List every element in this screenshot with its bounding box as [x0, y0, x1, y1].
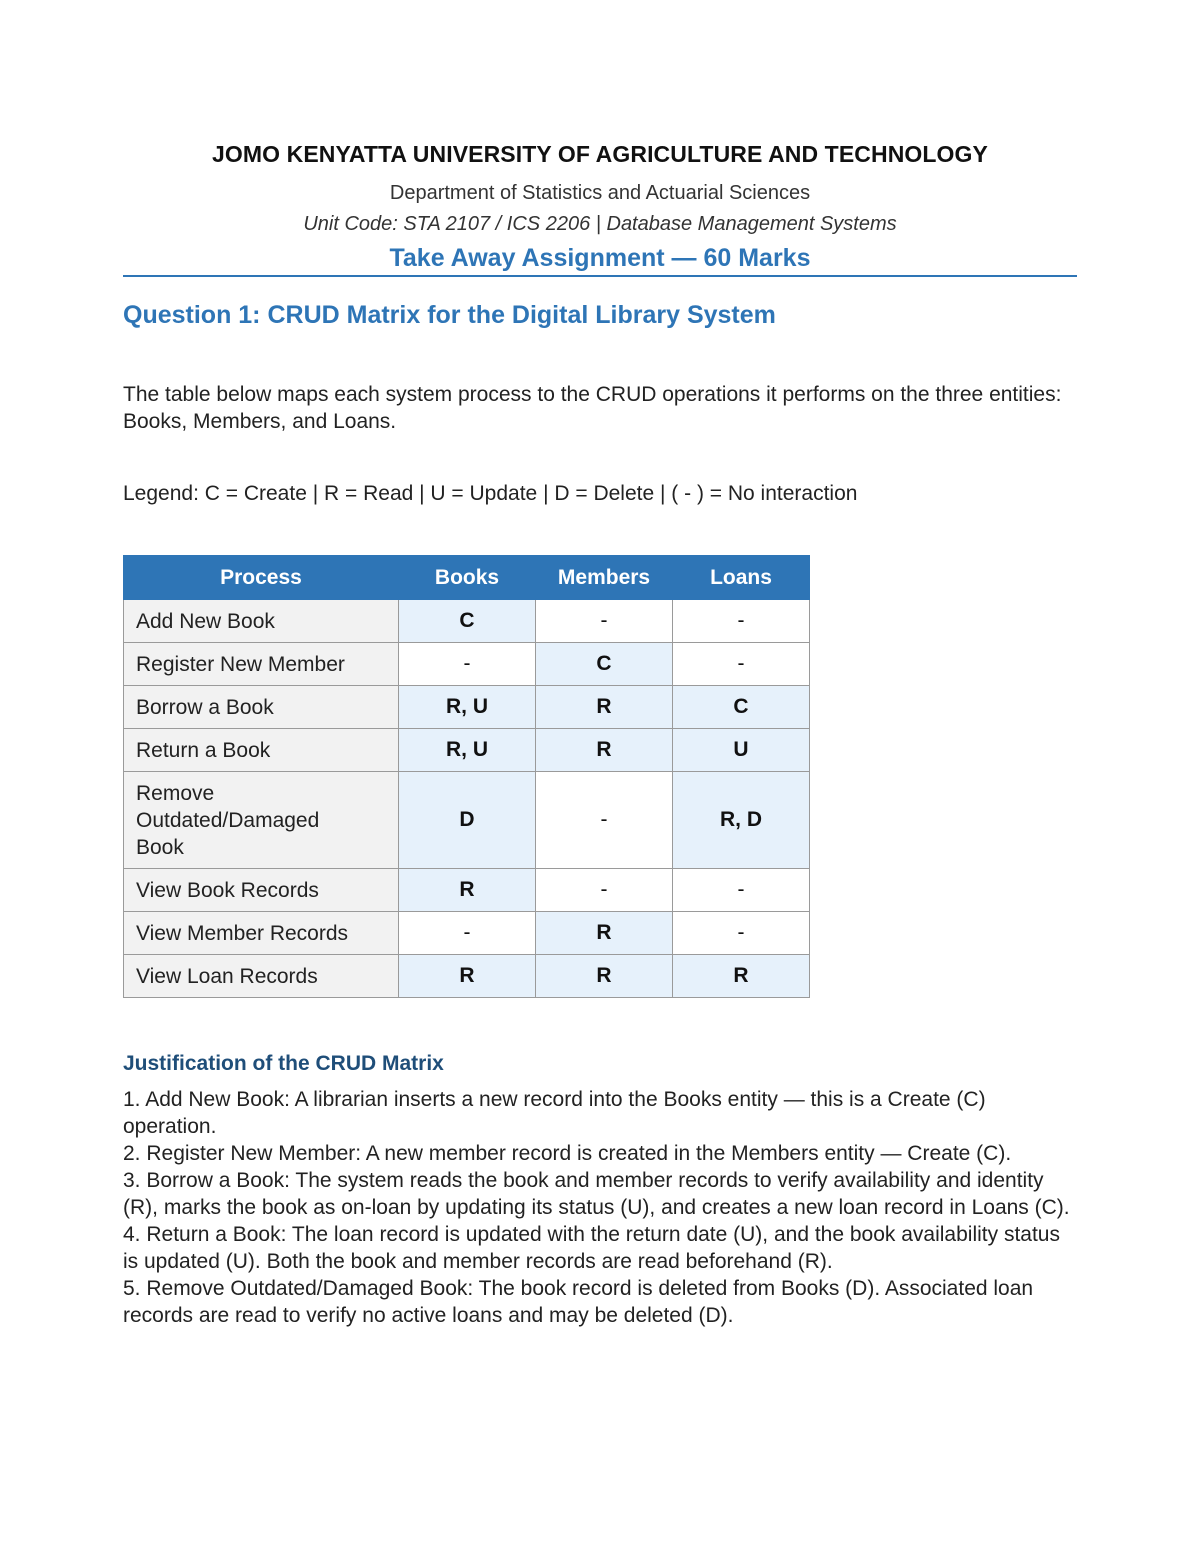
justification-item: 4. Return a Book: The loan record is updated with the return date (U), and the book availability status is updated (U). Both the book and member records are read beforehand (R).	[123, 1223, 1060, 1273]
loans-cell: U	[673, 729, 810, 772]
header-process: Process	[124, 556, 399, 600]
loans-cell: -	[673, 912, 810, 955]
assignment-title: Take Away Assignment — 60 Marks	[389, 244, 811, 272]
justification-item: 2. Register New Member: A new member record is created in the Members entity — Create (C).	[123, 1142, 1012, 1165]
books-cell: R	[399, 869, 536, 912]
process-cell: Add New Book	[124, 600, 399, 643]
header-divider	[123, 275, 1077, 277]
process-cell: Borrow a Book	[124, 686, 399, 729]
justification-item: 5. Remove Outdated/Damaged Book: The book record is deleted from Books (D). Associated loan records are read to verify no active loans and may be deleted (D).	[123, 1277, 1034, 1327]
members-cell: -	[536, 600, 673, 643]
books-cell: -	[399, 643, 536, 686]
university-name: JOMO KENYATTA UNIVERSITY OF AGRICULTURE AND TECHNOLOGY	[212, 141, 988, 167]
books-cell: R, U	[399, 729, 536, 772]
loans-cell: -	[673, 600, 810, 643]
department-name: Department of Statistics and Actuarial Sciences	[389, 182, 811, 204]
crud-matrix-table	[123, 555, 810, 998]
books-cell: R	[399, 955, 536, 998]
books-cell: -	[399, 912, 536, 955]
table-row	[124, 869, 810, 912]
table-row	[124, 729, 810, 772]
members-cell: -	[536, 869, 673, 912]
header-members: Members	[536, 556, 673, 600]
table-row	[124, 643, 810, 686]
question-1-intro: The table below maps each system process to the CRUD operations it performs on the three entities: Books, Members, and Loans.	[123, 383, 1062, 433]
process-cell: Return a Book	[124, 729, 399, 772]
process-cell: View Member Records	[124, 912, 399, 955]
table-row	[124, 686, 810, 729]
loans-cell: -	[673, 643, 810, 686]
table-row	[124, 955, 810, 998]
books-cell: R, U	[399, 686, 536, 729]
process-cell-text: Remove Outdated/Damaged Book	[136, 781, 320, 859]
loans-cell: C	[673, 686, 810, 729]
loans-cell: -	[673, 869, 810, 912]
table-row	[124, 772, 810, 869]
members-cell: R	[536, 955, 673, 998]
members-cell: R	[536, 686, 673, 729]
crud-legend: Legend: C = Create | R = Read | U = Update | D = Delete | ( - ) = No interaction	[123, 482, 858, 505]
members-cell: R	[536, 729, 673, 772]
members-cell: C	[536, 643, 673, 686]
justification-list	[123, 1086, 1077, 1329]
books-cell: C	[399, 600, 536, 643]
table-row	[124, 600, 810, 643]
header-loans: Loans	[673, 556, 810, 600]
process-cell	[124, 772, 399, 869]
justification-item: 1. Add New Book: A librarian inserts a new record into the Books entity — this is a Create (C) operation.	[123, 1088, 986, 1138]
table-row	[124, 912, 810, 955]
justification-heading: Justification of the CRUD Matrix	[123, 1052, 444, 1075]
members-cell: -	[536, 772, 673, 869]
books-cell: D	[399, 772, 536, 869]
justification-item: 3. Borrow a Book: The system reads the book and member records to verify availability and identity (R), marks the book as on-loan by updating its status (U), and creates a new loan record in Loans (C).	[123, 1169, 1070, 1219]
process-cell: Register New Member	[124, 643, 399, 686]
members-cell: R	[536, 912, 673, 955]
header-books: Books	[399, 556, 536, 600]
loans-cell: R	[673, 955, 810, 998]
process-cell: View Book Records	[124, 869, 399, 912]
loans-cell: R, D	[673, 772, 810, 869]
unit-code: Unit Code: STA 2107 / ICS 2206 | Database Management Systems	[303, 213, 897, 235]
table-header-row	[124, 556, 810, 600]
question-1-title: Question 1: CRUD Matrix for the Digital Library System	[123, 301, 776, 329]
process-cell: View Loan Records	[124, 955, 399, 998]
